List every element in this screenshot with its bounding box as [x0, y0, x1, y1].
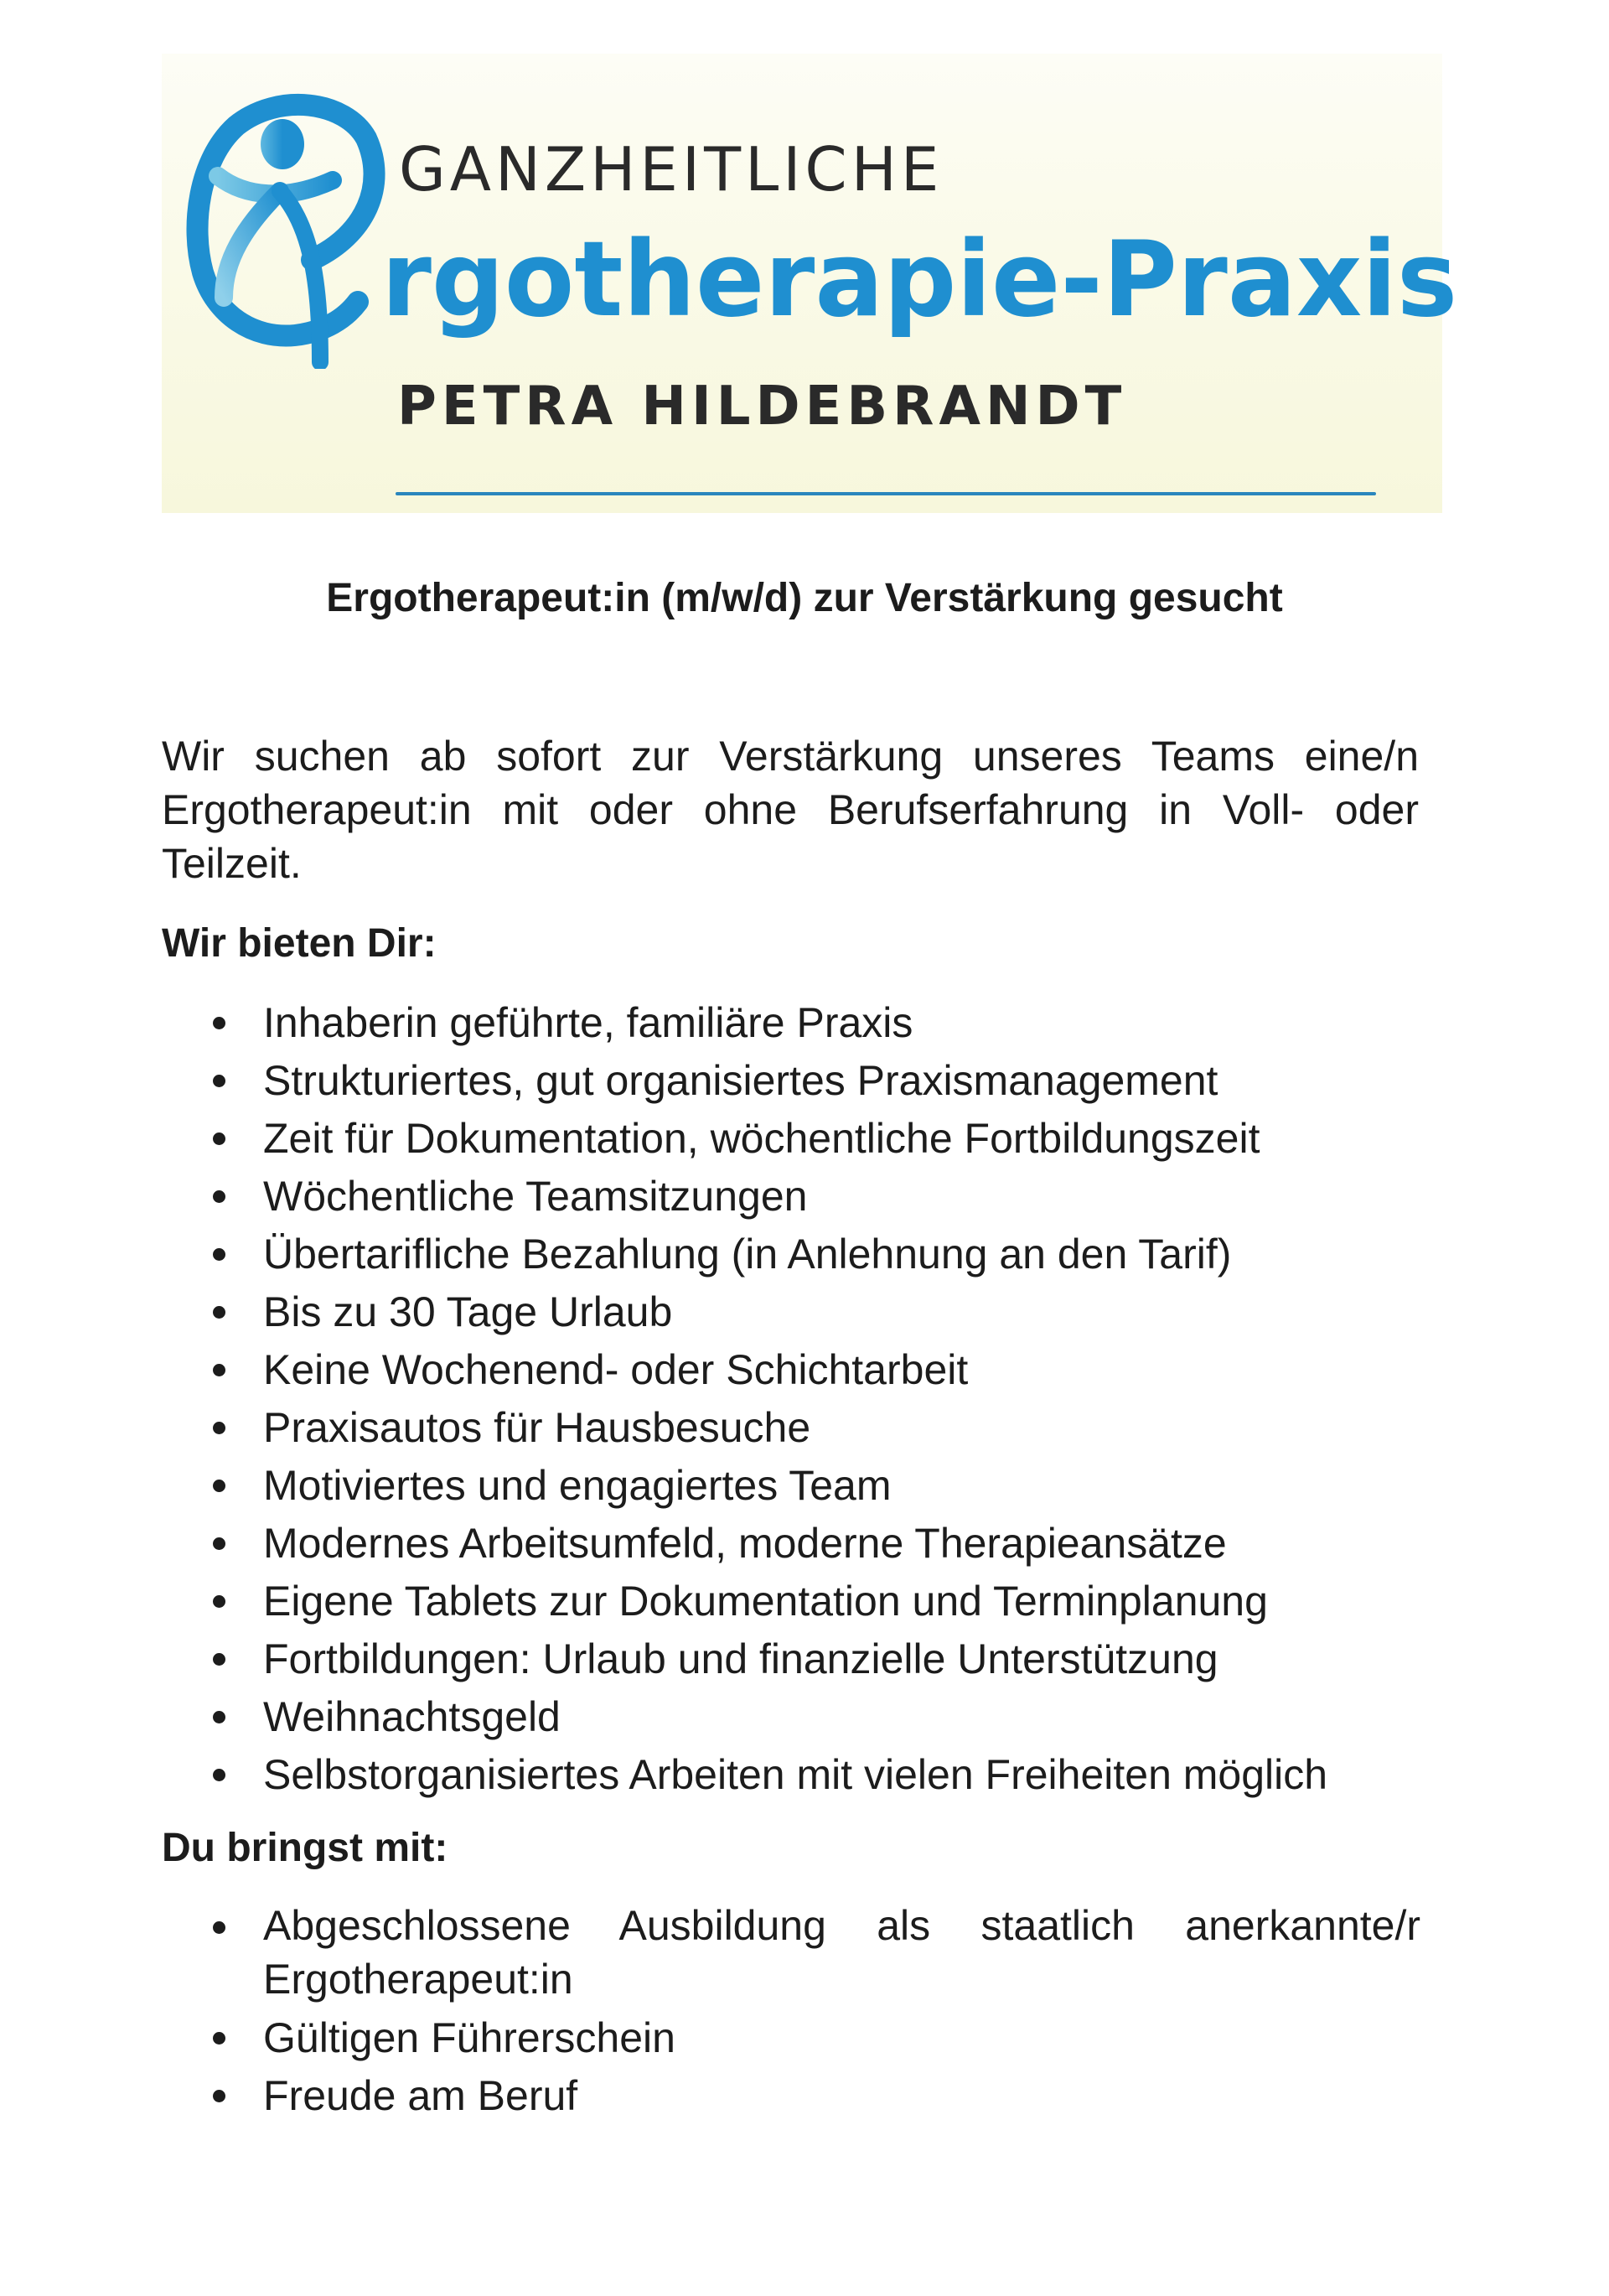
- bullet-icon: [213, 1921, 225, 1934]
- list-item: Modernes Arbeitsumfeld, moderne Therapieansätze: [210, 1515, 1420, 1573]
- list-item: Fortbildungen: Urlaub und finanzielle Unterstützung: [210, 1630, 1420, 1688]
- list-item: Freude am Beruf: [210, 2067, 1420, 2125]
- bullet-icon: [213, 1711, 225, 1723]
- list-item: Weihnachtsgeld: [210, 1688, 1420, 1746]
- list-item: Eigene Tablets zur Dokumentation und Terminplanung: [210, 1573, 1420, 1630]
- bullet-icon: [213, 1364, 225, 1376]
- intro-paragraph: Wir suchen ab sofort zur Verstärkung unseres Teams eine/n Ergotherapeut:in mit oder ohne Berufserfahrung in Voll- oder Teilzeit.: [162, 733, 1419, 887]
- bullet-icon: [213, 1537, 225, 1550]
- list-item: Wöchentliche Teamsitzungen: [210, 1168, 1420, 1226]
- list-item: Gültigen Führerschein: [210, 2009, 1420, 2067]
- list-item: Bis zu 30 Tage Urlaub: [210, 1283, 1420, 1341]
- list-item: Keine Wochenend- oder Schichtarbeit: [210, 1341, 1420, 1399]
- owner-name: PETRA HILDEBRANDT: [397, 376, 1127, 438]
- list-item: Inhaberin geführte, familiäre Praxis: [210, 994, 1420, 1052]
- bullet-icon: [213, 1248, 225, 1261]
- brand-name: rgotherapie-Praxis: [381, 220, 1458, 340]
- list-item: Zeit für Dokumentation, wöchentliche Fortbildungszeit: [210, 1110, 1420, 1168]
- bullet-icon: [213, 1306, 225, 1319]
- bullet-icon: [213, 2032, 225, 2045]
- bullet-icon: [213, 2090, 225, 2102]
- offer-list: [210, 994, 1420, 1804]
- bullet-icon: [213, 1422, 225, 1434]
- brand-divider: [396, 492, 1376, 495]
- brand-tagline: GANZHEITLICHE: [399, 134, 944, 205]
- ergotherapy-person-e-logo-icon: [186, 92, 387, 369]
- bullet-icon: [213, 1075, 225, 1087]
- bullet-icon: [213, 1595, 225, 1608]
- list-item: Motiviertes und engagiertes Team: [210, 1457, 1420, 1515]
- requirements-heading: Du bringst mit:: [162, 1826, 448, 1870]
- requirements-list: [210, 1899, 1420, 2125]
- offer-heading: Wir bieten Dir:: [162, 921, 437, 966]
- bullet-icon: [213, 1653, 225, 1666]
- list-item: Selbstorganisiertes Arbeiten mit vielen Freiheiten möglich: [210, 1746, 1420, 1804]
- bullet-icon: [213, 1769, 225, 1781]
- bullet-icon: [213, 1480, 225, 1492]
- bullet-icon: [213, 1190, 225, 1203]
- bullet-icon: [213, 1017, 225, 1029]
- list-item: Praxisautos für Hausbesuche: [210, 1399, 1420, 1457]
- job-title: Ergotherapeut:in (m/w/d) zur Verstärkung gesucht: [326, 576, 1283, 620]
- list-item: Strukturiertes, gut organisiertes Praxismanagement: [210, 1052, 1420, 1110]
- list-item: Übertarifliche Bezahlung (in Anlehnung an den Tarif): [210, 1226, 1420, 1283]
- bullet-icon: [213, 1132, 225, 1145]
- list-item: Abgeschlossene Ausbildung als staatlich anerkannte/r Ergotherapeut:in: [210, 1899, 1420, 2009]
